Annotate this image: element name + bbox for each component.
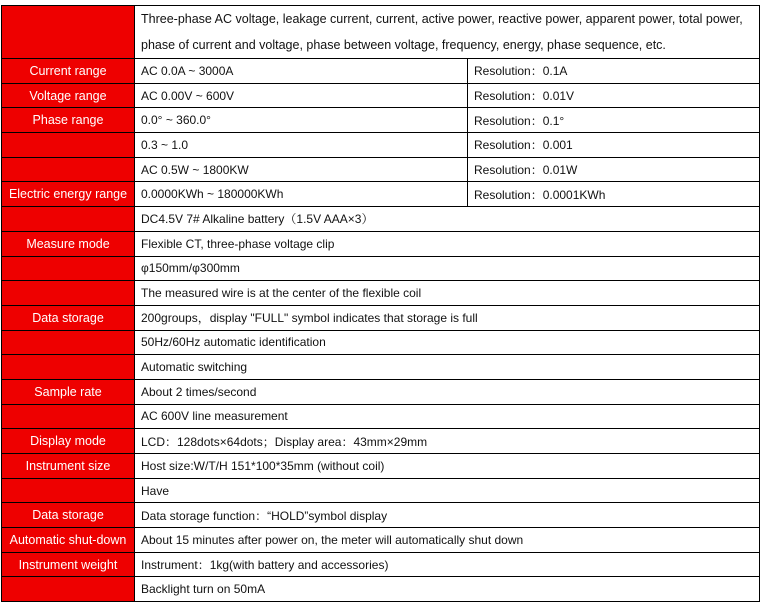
row-value: 50Hz/60Hz automatic identification xyxy=(135,330,760,355)
row-value: Flexible CT, three-phase voltage clip xyxy=(135,231,760,256)
row-label: Current range xyxy=(2,59,135,84)
row-resolution: Resolution：0.1° xyxy=(468,108,760,133)
table-row xyxy=(2,59,760,84)
row-value: The measured wire is at the center of the flexible coil xyxy=(135,281,760,306)
table-row xyxy=(2,6,760,59)
row-value: Backlight turn on 50mA xyxy=(135,577,760,602)
row-resolution: Resolution：0.01W xyxy=(468,157,760,182)
table-row xyxy=(2,281,760,306)
row-label xyxy=(2,207,135,232)
row-value: Instrument：1kg(with battery and accessories) xyxy=(135,552,760,577)
row-value: 0.3 ~ 1.0 xyxy=(135,133,468,158)
row-value: About 2 times/second xyxy=(135,379,760,404)
row-value: LCD：128dots×64dots；Display area：43mm×29mm xyxy=(135,429,760,454)
row-value: Three-phase AC voltage, leakage current, current, active power, reactive power, apparent power, total power, phase of current and voltage, phase between voltage, frequency, energy, phase sequence, etc. xyxy=(135,6,760,59)
table-row xyxy=(2,182,760,207)
row-value: 0.0° ~ 360.0° xyxy=(135,108,468,133)
table-row xyxy=(2,133,760,158)
row-label xyxy=(2,330,135,355)
row-value: AC 0.00V ~ 600V xyxy=(135,83,468,108)
table-row xyxy=(2,552,760,577)
row-value: Have xyxy=(135,478,760,503)
row-label xyxy=(2,157,135,182)
row-label: Phase range xyxy=(2,108,135,133)
row-label xyxy=(2,281,135,306)
table-row xyxy=(2,157,760,182)
row-value: DC4.5V 7# Alkaline battery（1.5V AAA×3） xyxy=(135,207,760,232)
row-label: Data storage xyxy=(2,305,135,330)
row-label: Instrument size xyxy=(2,454,135,479)
table-row xyxy=(2,528,760,553)
row-label xyxy=(2,6,135,59)
row-value: 200groups，display "FULL" symbol indicates that storage is full xyxy=(135,305,760,330)
row-value: Automatic switching xyxy=(135,355,760,380)
table-row xyxy=(2,429,760,454)
row-label: Display mode xyxy=(2,429,135,454)
row-label xyxy=(2,133,135,158)
table-row xyxy=(2,404,760,429)
row-label: Electric energy range xyxy=(2,182,135,207)
table-row xyxy=(2,478,760,503)
row-label: Instrument weight xyxy=(2,552,135,577)
table-row xyxy=(2,256,760,281)
row-label: Automatic shut-down xyxy=(2,528,135,553)
spec-table xyxy=(1,5,760,602)
row-label: Sample rate xyxy=(2,379,135,404)
table-row xyxy=(2,305,760,330)
row-label xyxy=(2,355,135,380)
table-row xyxy=(2,577,760,602)
row-label xyxy=(2,577,135,602)
table-row xyxy=(2,83,760,108)
row-value: AC 0.5W ~ 1800KW xyxy=(135,157,468,182)
row-label: Voltage range xyxy=(2,83,135,108)
row-value: 0.0000KWh ~ 180000KWh xyxy=(135,182,468,207)
table-row xyxy=(2,355,760,380)
row-label xyxy=(2,256,135,281)
row-value: Host size:W/T/H 151*100*35mm (without coil) xyxy=(135,454,760,479)
table-row xyxy=(2,503,760,528)
row-value: Data storage function：“HOLD”symbol display xyxy=(135,503,760,528)
row-value: AC 600V line measurement xyxy=(135,404,760,429)
table-row xyxy=(2,207,760,232)
row-label: Data storage xyxy=(2,503,135,528)
table-row xyxy=(2,454,760,479)
row-resolution: Resolution：0.01V xyxy=(468,83,760,108)
row-label xyxy=(2,478,135,503)
row-value: AC 0.0A ~ 3000A xyxy=(135,59,468,84)
table-row xyxy=(2,330,760,355)
table-row xyxy=(2,231,760,256)
row-resolution: Resolution：0.0001KWh xyxy=(468,182,760,207)
table-row xyxy=(2,379,760,404)
row-resolution: Resolution：0.1A xyxy=(468,59,760,84)
row-label: Measure mode xyxy=(2,231,135,256)
table-row xyxy=(2,108,760,133)
row-value: φ150mm/φ300mm xyxy=(135,256,760,281)
row-value: About 15 minutes after power on, the meter will automatically shut down xyxy=(135,528,760,553)
row-label xyxy=(2,404,135,429)
row-resolution: Resolution：0.001 xyxy=(468,133,760,158)
